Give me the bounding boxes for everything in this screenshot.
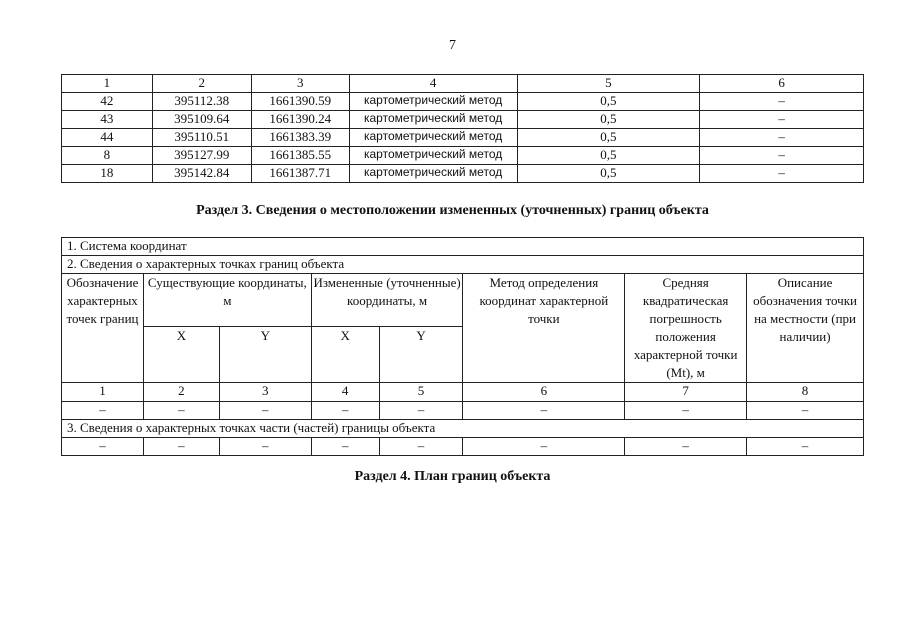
column-number: 8 bbox=[747, 383, 864, 402]
dash-cell: – bbox=[379, 402, 463, 420]
y-coordinate: 1661383.39 bbox=[251, 129, 349, 147]
description-header: Описание обозначения точки на местности (при наличии) bbox=[747, 274, 864, 383]
header-cell: 3 bbox=[251, 75, 349, 93]
x-coordinate: 395110.51 bbox=[152, 129, 251, 147]
parts-info-label: 3. Сведения о характерных точках части (частей) границы объекта bbox=[62, 420, 864, 438]
dash-cell: – bbox=[143, 438, 219, 456]
description-cell: – bbox=[700, 165, 864, 183]
existing-x-header: X bbox=[143, 327, 219, 383]
table-row bbox=[62, 165, 864, 183]
section-3-title: Раздел 3. Сведения о местоположении измененных (уточненных) границ объекта bbox=[196, 203, 709, 218]
points-info-row bbox=[62, 256, 864, 274]
method-cell: картометрический метод bbox=[349, 129, 517, 147]
x-coordinate: 395109.64 bbox=[152, 111, 251, 129]
column-number: 3 bbox=[219, 383, 311, 402]
boundary-points-table bbox=[61, 237, 864, 456]
parts-info-row bbox=[62, 420, 864, 438]
changed-y-header: Y bbox=[379, 327, 463, 383]
header-cell: 6 bbox=[700, 75, 864, 93]
point-number: 44 bbox=[62, 129, 153, 147]
error-header: Средняя квадратическая погрешность положения характерной точки (Mt), м bbox=[625, 274, 747, 383]
coord-system-row bbox=[62, 238, 864, 256]
y-coordinate: 1661387.71 bbox=[251, 165, 349, 183]
method-cell: картометрический метод bbox=[349, 147, 517, 165]
dash-row bbox=[62, 438, 864, 456]
section-4-title: Раздел 4. План границ объекта bbox=[354, 469, 551, 484]
description-cell: – bbox=[700, 147, 864, 165]
dash-row bbox=[62, 402, 864, 420]
column-number: 2 bbox=[143, 383, 219, 402]
error-cell: 0,5 bbox=[517, 129, 700, 147]
dash-cell: – bbox=[219, 402, 311, 420]
changed-x-header: X bbox=[311, 327, 379, 383]
coordinates-table bbox=[61, 74, 864, 183]
column-number: 5 bbox=[379, 383, 463, 402]
table-header-row bbox=[62, 75, 864, 93]
dash-cell: – bbox=[219, 438, 311, 456]
description-cell: – bbox=[700, 111, 864, 129]
dash-cell: – bbox=[747, 438, 864, 456]
column-number: 6 bbox=[463, 383, 625, 402]
dash-cell: – bbox=[463, 402, 625, 420]
method-cell: картометрический метод bbox=[349, 111, 517, 129]
table-row bbox=[62, 111, 864, 129]
column-header-row bbox=[62, 274, 864, 327]
coord-system-label: 1. Система координат bbox=[62, 238, 864, 256]
existing-y-header: Y bbox=[219, 327, 311, 383]
dash-cell: – bbox=[311, 438, 379, 456]
dash-cell: – bbox=[62, 438, 144, 456]
table-row bbox=[62, 129, 864, 147]
header-cell: 1 bbox=[62, 75, 153, 93]
existing-coords-header: Существующие координаты, м bbox=[143, 274, 311, 327]
header-cell: 5 bbox=[517, 75, 700, 93]
dash-cell: – bbox=[747, 402, 864, 420]
method-cell: картометрический метод bbox=[349, 165, 517, 183]
description-cell: – bbox=[700, 93, 864, 111]
error-cell: 0,5 bbox=[517, 93, 700, 111]
dash-cell: – bbox=[311, 402, 379, 420]
point-number: 42 bbox=[62, 93, 153, 111]
points-info-label: 2. Сведения о характерных точках границ объекта bbox=[62, 256, 864, 274]
dash-cell: – bbox=[625, 402, 747, 420]
y-coordinate: 1661385.55 bbox=[251, 147, 349, 165]
error-cell: 0,5 bbox=[517, 111, 700, 129]
dash-cell: – bbox=[379, 438, 463, 456]
header-cell: 2 bbox=[152, 75, 251, 93]
y-coordinate: 1661390.24 bbox=[251, 111, 349, 129]
x-coordinate: 395112.38 bbox=[152, 93, 251, 111]
column-number: 7 bbox=[625, 383, 747, 402]
designation-header: Обозначение характерных точек границ bbox=[62, 274, 144, 383]
page-number: 7 bbox=[449, 38, 456, 53]
column-number: 4 bbox=[311, 383, 379, 402]
description-cell: – bbox=[700, 129, 864, 147]
error-cell: 0,5 bbox=[517, 165, 700, 183]
changed-coords-header: Измененные (уточненные) координаты, м bbox=[311, 274, 463, 327]
header-cell: 4 bbox=[349, 75, 517, 93]
error-cell: 0,5 bbox=[517, 147, 700, 165]
table-row bbox=[62, 93, 864, 111]
dash-cell: – bbox=[463, 438, 625, 456]
point-number: 43 bbox=[62, 111, 153, 129]
dash-cell: – bbox=[625, 438, 747, 456]
y-coordinate: 1661390.59 bbox=[251, 93, 349, 111]
point-number: 8 bbox=[62, 147, 153, 165]
column-numbers-row bbox=[62, 383, 864, 402]
method-header: Метод определения координат характерной точки bbox=[463, 274, 625, 383]
method-cell: картометрический метод bbox=[349, 93, 517, 111]
point-number: 18 bbox=[62, 165, 153, 183]
dash-cell: – bbox=[62, 402, 144, 420]
x-coordinate: 395127.99 bbox=[152, 147, 251, 165]
dash-cell: – bbox=[143, 402, 219, 420]
x-coordinate: 395142.84 bbox=[152, 165, 251, 183]
column-number: 1 bbox=[62, 383, 144, 402]
table-row bbox=[62, 147, 864, 165]
